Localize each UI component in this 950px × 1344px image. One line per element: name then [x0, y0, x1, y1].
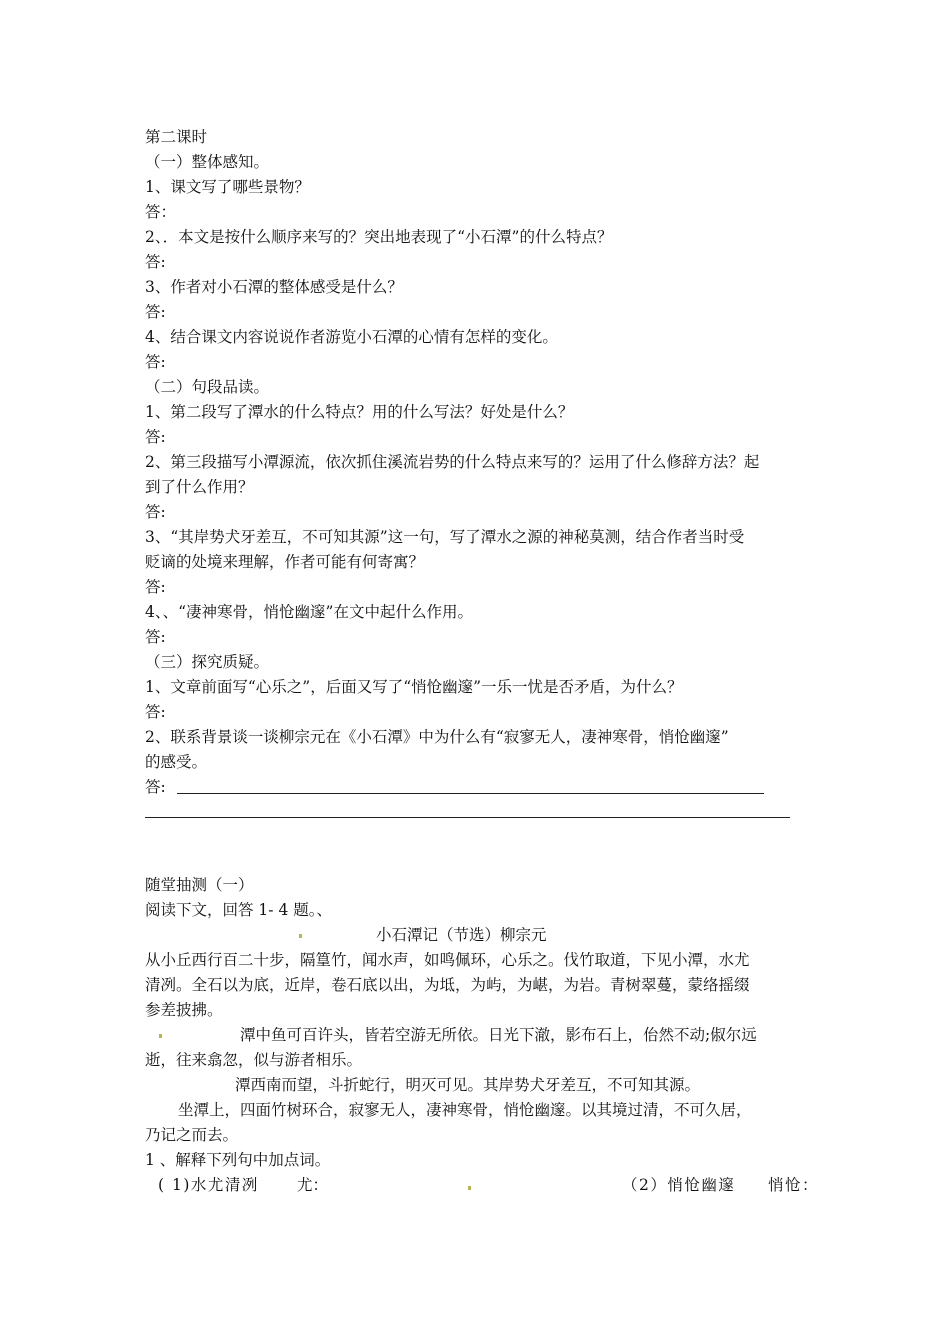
section1-question-2: 2、．本文是按什么顺序来写的？突出地表现了“小石潭”的什么特点？: [145, 228, 613, 246]
section3-answer-2: 答:: [145, 778, 166, 796]
section3-answer-1: 答:: [145, 703, 166, 721]
section2-answer-3: 答:: [145, 578, 166, 596]
passage-p2-line1: 潭中鱼可百许头，皆若空游无所依。日光下澈，影布石上，佁然不动;俶尔远: [240, 1026, 757, 1044]
section1-heading: （一）整体感知。: [145, 153, 270, 171]
passage-p4-line1: 坐潭上，四面竹树环合，寂寥无人，凄神寒骨，悄怆幽邃。以其境过清，不可久居，: [178, 1101, 752, 1119]
answer-line-2[interactable]: [145, 817, 790, 818]
quiz-title: 随堂抽测（一）: [145, 876, 254, 894]
section1-question-4: 4、结合课文内容说说作者游览小石潭的心情有怎样的变化。: [145, 328, 558, 346]
section3-heading: （三）探究质疑。: [145, 653, 270, 671]
section1-answer-4: 答:: [145, 353, 166, 371]
mark-dot: [159, 1034, 162, 1038]
answer-line-1[interactable]: [177, 793, 764, 794]
section2-question-3-line1: 3、“其岸势犬牙差互，不可知其源”这一句，写了潭水之源的神秘莫测，结合作者当时受: [145, 528, 745, 546]
section2-question-1: 1、第二段写了潭水的什么特点？用的什么写法？好处是什么？: [145, 403, 574, 421]
section3-question-2-line1: 2、联系背景谈一谈柳宗元在《小石潭》中为什么有“寂寥无人，凄神寒骨，悄怆幽邃”: [145, 728, 729, 746]
passage-p3: 潭西南而望，斗折蛇行，明灭可见。其岸势犬牙差互，不可知其源。: [235, 1076, 701, 1094]
section2-question-2-line2: 到了什么作用？: [145, 478, 254, 496]
section1-answer-2: 答:: [145, 253, 166, 271]
quiz-instruction: 阅读下文，回答 1- 4 题。、: [145, 901, 332, 919]
item-2-label: （2）悄怆幽邃: [622, 1176, 736, 1194]
passage-title: 小石潭记（节选）柳宗元: [376, 926, 547, 944]
item-1-word: 尤：: [297, 1176, 329, 1194]
section2-answer-1: 答:: [145, 428, 166, 446]
task-1: 1 、解释下列句中加点词。: [145, 1151, 331, 1169]
section1-question-3: 3、作者对小石潭的整体感受是什么？: [145, 278, 403, 296]
section2-heading: （二）句段品读。: [145, 378, 270, 396]
item-2-word: 悄怆：: [768, 1176, 820, 1194]
section1-answer-1: 答：: [145, 203, 177, 221]
section3-question-1: 1、文章前面写“心乐之”，后面又写了“悄怆幽邃”一乐一忧是否矛盾，为什么？: [145, 678, 683, 696]
passage-p4-line2: 乃记之而去。: [145, 1126, 239, 1144]
section2-answer-4: 答:: [145, 628, 166, 646]
mark-dot: [299, 934, 302, 938]
passage-p2-line2: 逝，往来翕忽，似与游者相乐。: [145, 1051, 363, 1069]
passage-p1-line2: 清冽。全石以为底，近岸，卷石底以出，为坻，为屿，为嵁，为岩。青树翠蔓，蒙络摇缀: [145, 976, 750, 994]
item-1-label: ( 1)水尤清冽: [158, 1176, 259, 1194]
section3-question-2-line2: 的感受。: [145, 753, 208, 771]
section2-question-2-line1: 2、第三段描写小潭源流，依次抓住溪流岩势的什么特点来写的？运用了什么修辞方法？起: [145, 453, 760, 471]
section2-answer-2: 答:: [145, 503, 166, 521]
passage-p1-line1: 从小丘西行百二十步，隔篁竹，闻水声，如鸣佩环，心乐之。伐竹取道，下见小潭，水尤: [145, 951, 750, 969]
passage-p1-line3: 参差披拂。: [145, 1001, 223, 1019]
section2-question-3-line2: 贬谪的处境来理解，作者可能有何寄寓？: [145, 553, 425, 571]
lesson-title: 第二课时: [145, 128, 208, 146]
section1-question-1: 1、课文写了哪些景物？: [145, 178, 310, 196]
mark-dot: [468, 1186, 471, 1190]
section2-question-4: 4、、“凄神寒骨，悄怆幽邃”在文中起什么作用。: [145, 603, 473, 621]
section1-answer-3: 答:: [145, 303, 166, 321]
